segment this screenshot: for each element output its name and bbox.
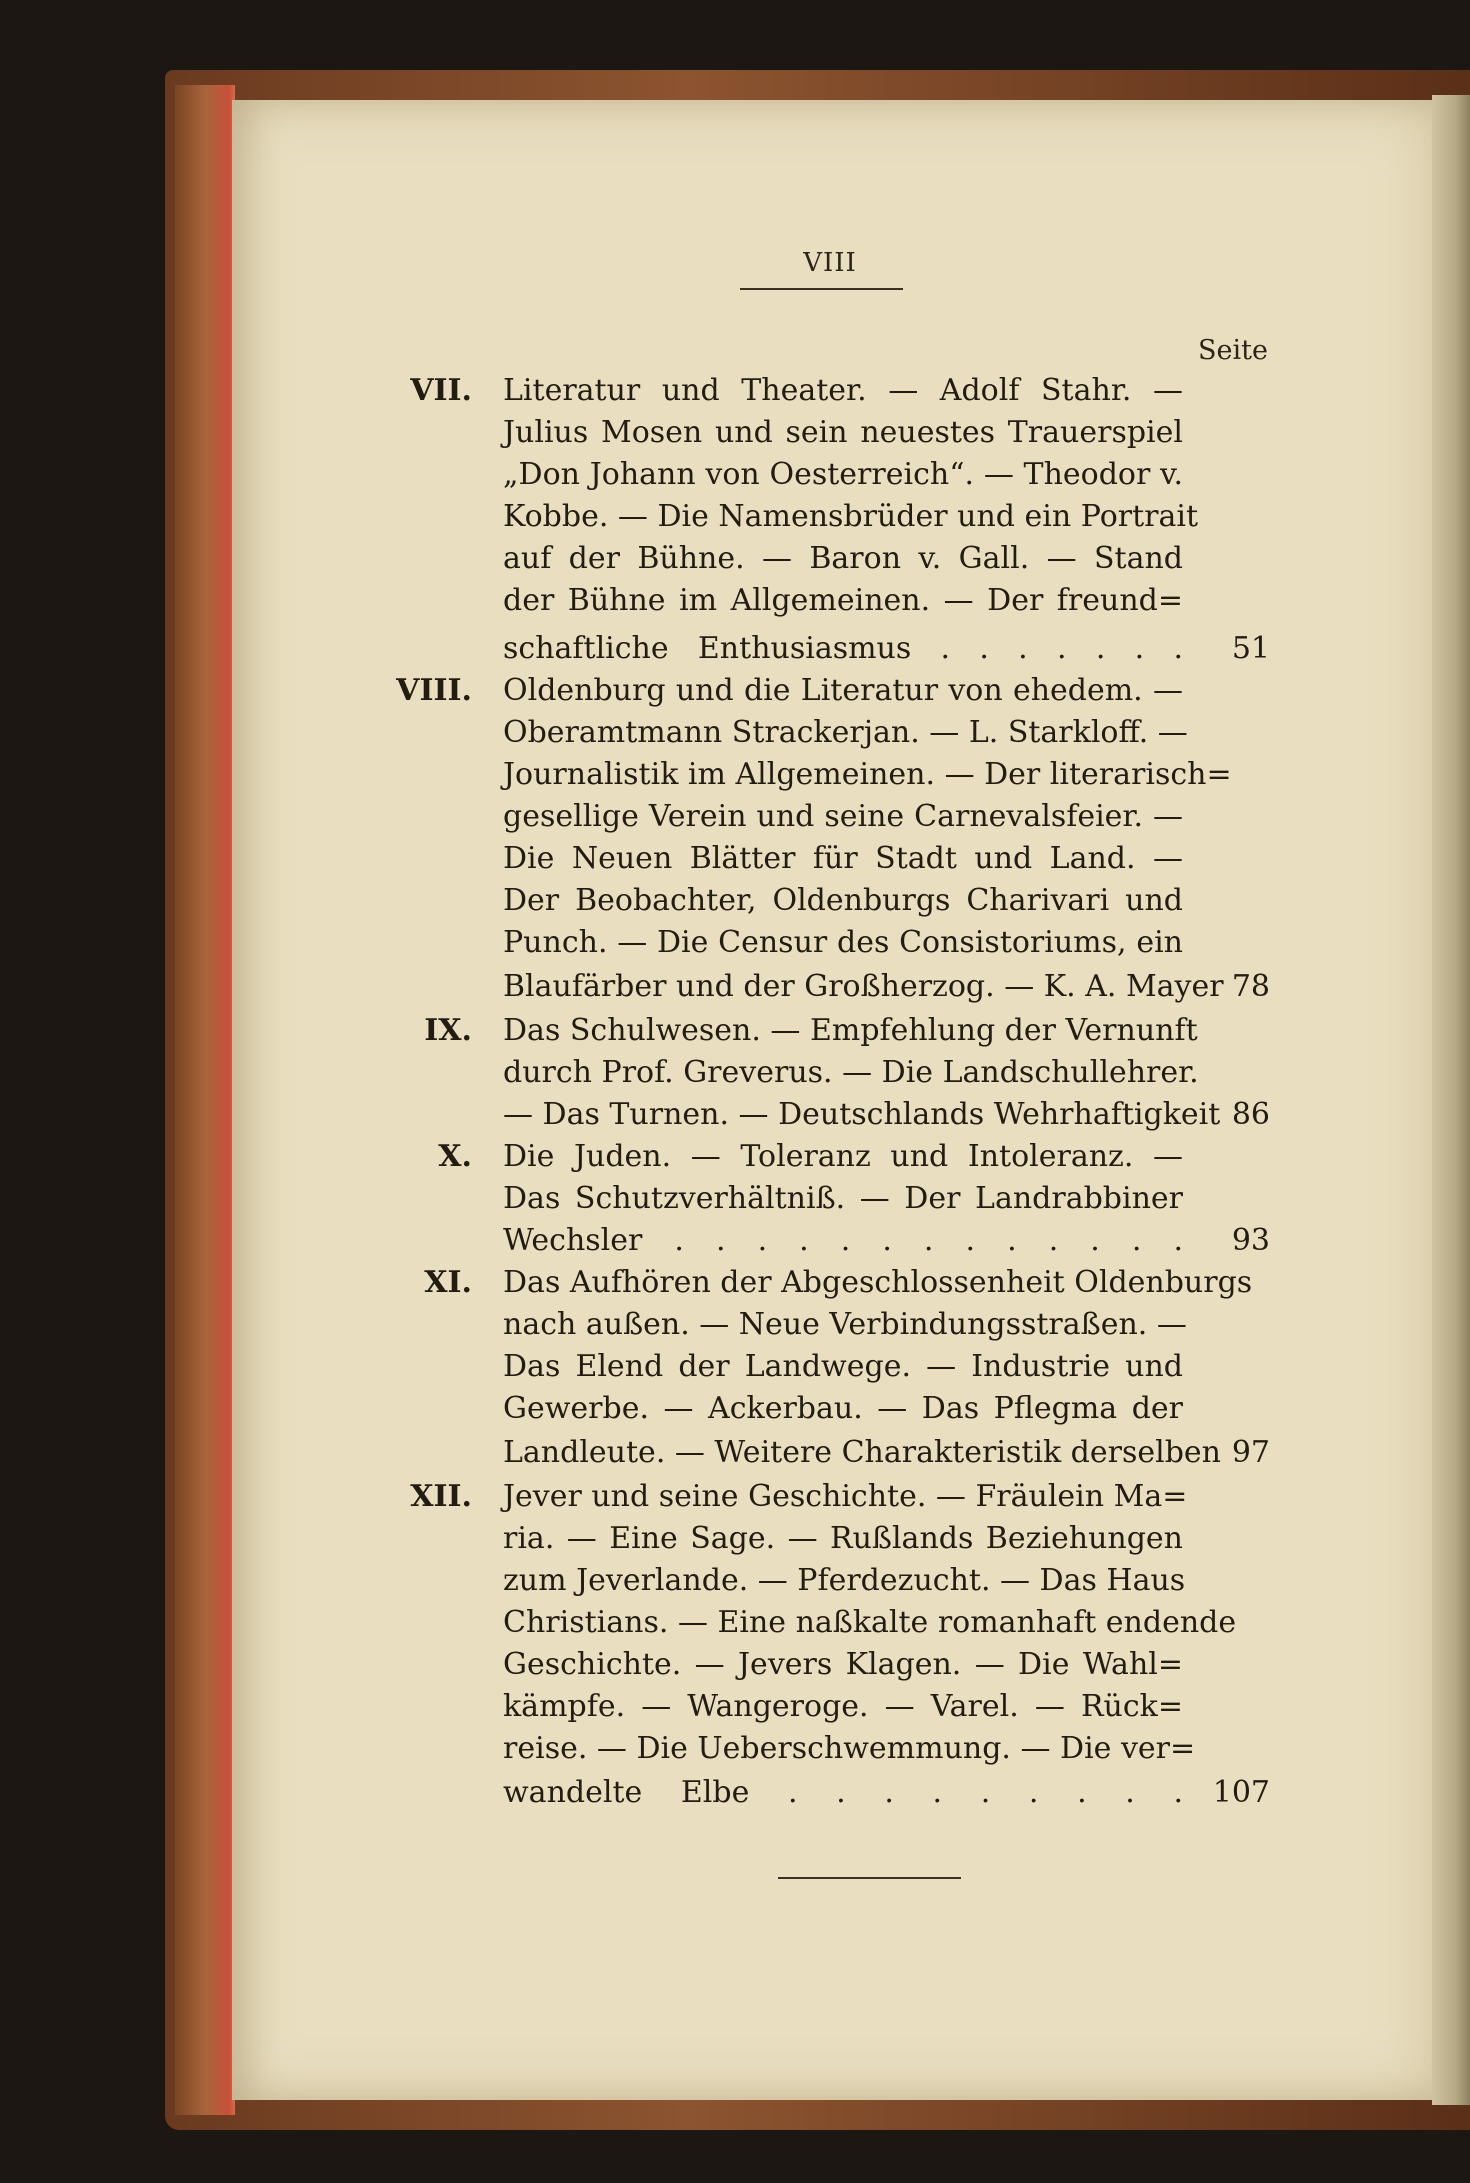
toc-line: Oberamtmann Strackerjan. — L. Starkloff. — <box>503 715 1188 750</box>
toc-line: Blaufärber und der Großherzog. — K. A. Mayer <box>503 969 1224 1004</box>
toc-line: der Bühne im Allgemeinen. — Der freund= <box>503 583 1183 618</box>
toc-line: auf der Bühne. — Baron v. Gall. — Stand <box>503 541 1183 576</box>
toc-line: ria. — Eine Sage. — Rußlands Beziehungen <box>503 1521 1183 1556</box>
toc-line: Geschichte. — Jevers Klagen. — Die Wahl= <box>503 1647 1183 1682</box>
toc-line: wandelte Elbe . . . . . . . . . <box>503 1775 1183 1810</box>
toc-line: reise. — Die Ueberschwemmung. — Die ver= <box>503 1731 1196 1766</box>
toc-line: kämpfe. — Wangeroge. — Varel. — Rück= <box>503 1689 1183 1724</box>
toc-line: Christians. — Eine naßkalte romanhaft endende <box>503 1605 1237 1640</box>
page-number: VIII <box>803 248 857 278</box>
toc-line: Landleute. — Weitere Charakteristik derselben <box>503 1435 1221 1470</box>
toc-line: Punch. — Die Censur des Consistoriums, ein <box>503 925 1183 960</box>
closing-rule <box>778 1877 961 1879</box>
page-column-label: Seite <box>1198 335 1268 366</box>
toc-line: Julius Mosen und sein neuestes Trauerspiel <box>503 415 1183 450</box>
chapter-numeral: VII. <box>410 373 472 408</box>
chapter-numeral: X. <box>438 1139 472 1174</box>
toc-line: Wechsler . . . . . . . . . . . . . <box>503 1223 1183 1258</box>
toc-line: Die Neuen Blätter für Stadt und Land. — <box>503 841 1183 876</box>
toc-line: Oldenburg und die Literatur von ehedem. — <box>503 673 1183 708</box>
toc-line: Das Schulwesen. — Empfehlung der Vernunft <box>503 1013 1198 1048</box>
toc-line: Das Aufhören der Abgeschlossenheit Oldenburgs <box>503 1265 1253 1300</box>
toc-line: Jever und seine Geschichte. — Fräulein Ma= <box>503 1479 1188 1514</box>
toc-line: Das Schutzverhältniß. — Der Landrabbiner <box>503 1181 1183 1216</box>
toc-line: Das Elend der Landwege. — Industrie und <box>503 1349 1183 1384</box>
chapter-numeral: VIII. <box>396 673 472 708</box>
toc-line: schaftliche Enthusiasmus . . . . . . . <box>503 631 1183 666</box>
page-reference: 86 <box>1231 1097 1270 1132</box>
toc-line: gesellige Verein und seine Carnevalsfeier. — <box>503 799 1183 834</box>
toc-line: Kobbe. — Die Namensbrüder und ein Portrait <box>503 499 1199 534</box>
toc-line: durch Prof. Greverus. — Die Landschullehrer. <box>503 1055 1199 1090</box>
toc-line: Die Juden. — Toleranz und Intoleranz. — <box>503 1139 1183 1174</box>
page-reference: 93 <box>1231 1223 1270 1258</box>
chapter-numeral: IX. <box>424 1013 472 1048</box>
toc-line: Literatur und Theater. — Adolf Stahr. — <box>503 373 1183 408</box>
chapter-numeral: XI. <box>424 1265 472 1300</box>
toc-line: „Don Johann von Oesterreich“. — Theodor v. <box>503 457 1183 492</box>
page-reference: 97 <box>1231 1435 1270 1470</box>
page-reference: 78 <box>1231 969 1270 1004</box>
page-reference: 107 <box>1212 1775 1270 1810</box>
toc-line: zum Jeverlande. — Pferdezucht. — Das Haus <box>503 1563 1186 1598</box>
chapter-numeral: XII. <box>410 1479 472 1514</box>
toc-line: Journalistik im Allgemeinen. — Der literarisch= <box>503 757 1232 792</box>
toc-line: nach außen. — Neue Verbindungsstraßen. — <box>503 1307 1187 1342</box>
toc-line: Der Beobachter, Oldenburgs Charivari und <box>503 883 1183 918</box>
toc-line: Gewerbe. — Ackerbau. — Das Pflegma der <box>503 1391 1183 1426</box>
page-reference: 51 <box>1231 631 1270 666</box>
toc-line: — Das Turnen. — Deutschlands Wehrhaftigkeit <box>503 1097 1221 1132</box>
